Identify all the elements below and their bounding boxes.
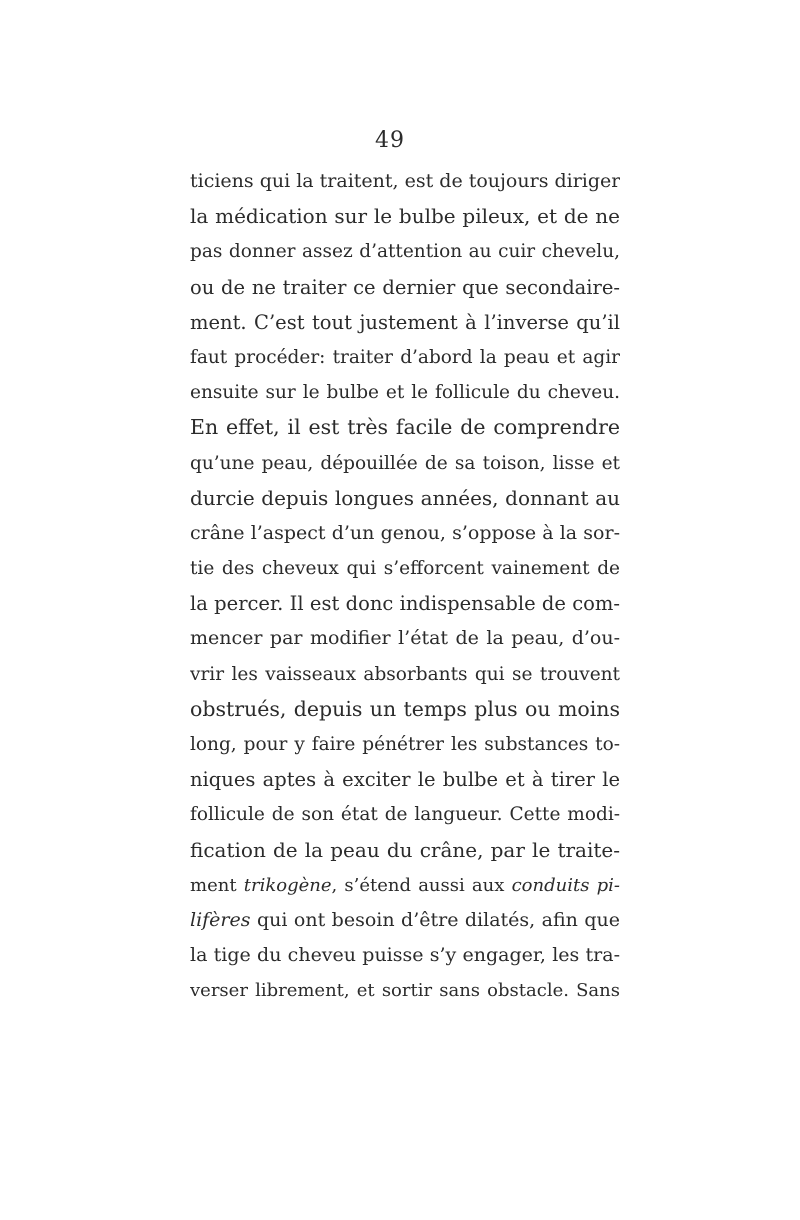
text-run: pas donner assez d’attention au cuir chevelu,: [190, 241, 620, 263]
text-line: [190, 305, 620, 340]
text-run: ou de ne traiter ce dernier que secondaire-: [190, 275, 620, 299]
text-run: follicule de son état de langueur. Cette modi-: [190, 804, 620, 826]
text-line: [190, 833, 620, 868]
text-line: [190, 973, 620, 1008]
text-line: [190, 446, 620, 481]
text-run: qui ont besoin d’être dilatés, afin que: [250, 908, 620, 931]
text-run: tie des cheveux qui s’efforcent vainement de: [190, 558, 620, 580]
text-run: ensuite sur le bulbe et le follicule du cheveu.: [190, 382, 620, 404]
body-text: [190, 164, 620, 1009]
text-run: niques aptes à exciter le bulbe et à tirer le: [190, 768, 620, 792]
text-line: [190, 657, 620, 692]
text-run: ticiens qui la traitent, est de toujours diriger: [190, 170, 620, 192]
text-run: mencer par modifier l’état de la peau, d’ou-: [190, 627, 620, 650]
text-run: ment: [190, 874, 244, 896]
text-line: [190, 270, 620, 305]
text-run: durcie depuis longues années, donnant au: [190, 485, 620, 510]
text-line: [190, 340, 620, 375]
text-run: En effet, il est très facile de comprendre: [190, 415, 620, 440]
text-run: long, pour y faire pénétrer les substances to-: [190, 734, 620, 755]
text-line: [190, 199, 620, 234]
text-line: [190, 234, 620, 269]
text-line: [190, 762, 620, 797]
text-run: la médication sur le bulbe pileux, et de ne: [190, 204, 620, 229]
text-line: [190, 938, 620, 973]
text-run: faut procéder: traiter d’abord la peau et agir: [190, 346, 620, 368]
text-line: [190, 410, 620, 445]
text-line: [190, 551, 620, 586]
text-run: fication de la peau du crâne, par le traite-: [190, 837, 620, 862]
text-line: [190, 481, 620, 516]
italic-term: lifères: [190, 908, 251, 931]
text-run: la tige du cheveu puisse s’y engager, les tra-: [190, 944, 620, 967]
text-run: ment. C’est tout justement à l’inverse qu’il: [190, 310, 620, 334]
text-line: [190, 586, 620, 621]
text-line: [190, 516, 620, 551]
text-line: [190, 164, 620, 199]
text-line: [190, 868, 620, 903]
text-line: [190, 797, 620, 832]
text-run: verser librement, et sortir sans obstacle. Sans: [190, 980, 620, 1002]
text-line: [190, 621, 620, 656]
text-run: la percer. Il est donc indispensable de com-: [190, 592, 620, 616]
italic-term: conduits pi-: [511, 874, 620, 896]
text-run: crâne l’aspect d’un genou, s’oppose à la sor-: [190, 521, 620, 544]
text-line: [190, 727, 620, 762]
text-line: [190, 375, 620, 410]
text-run: qu’une peau, dépouillée de sa toison, lisse et: [190, 452, 620, 474]
text-run: vrir les vaisseaux absorbants qui se trouvent: [190, 663, 620, 685]
italic-term: trikogène: [243, 874, 332, 896]
text-line: [190, 692, 620, 727]
text-line: [190, 903, 620, 938]
text-run: obstrués, depuis un temps plus ou moins: [190, 696, 620, 721]
page-number: 49: [375, 128, 405, 153]
text-run: , s’étend aussi aux: [331, 874, 512, 896]
